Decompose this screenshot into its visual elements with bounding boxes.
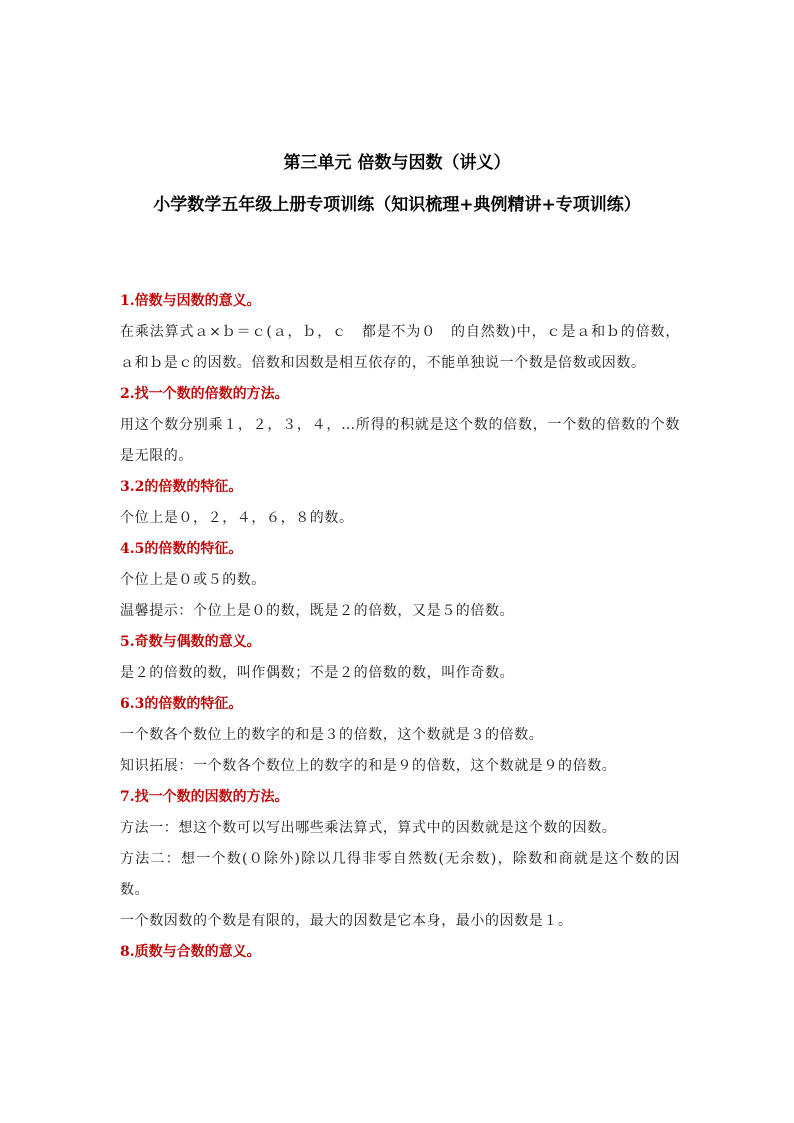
section-heading: 6.3的倍数的特征。	[120, 696, 243, 712]
section-heading: 2.找一个数的倍数的方法。	[120, 386, 289, 402]
section-paragraph: 个位上是０，２，４，６，８的数。	[120, 510, 354, 526]
tip-paragraph: 温馨提示：个位上是０的数，既是２的倍数，又是５的倍数。	[120, 603, 515, 619]
extension-paragraph: 知识拓展：一个数各个数位上的数字的和是９的倍数，这个数就是９的倍数。	[120, 758, 617, 774]
section-heading: 8.质数与合数的意义。	[120, 944, 261, 960]
section-heading: 4.5的倍数的特征。	[120, 541, 243, 557]
section-heading: 1.倍数与因数的意义。	[120, 293, 261, 309]
section-paragraph: 是２的倍数的数，叫作偶数；不是２的倍数的数，叫作奇数。	[120, 665, 515, 681]
section-paragraph: 在乘法算式ａ×ｂ＝ｃ(ａ，ｂ，ｃ 都是不为０ 的自然数)中，ｃ是ａ和ｂ的倍数，ａ和ｂ是ｃ的因数。倍数和因数是相互依存的，不能单独说一个数是倍数或因数。	[120, 324, 680, 371]
section-paragraph: 一个数因数的个数是有限的，最大的因数是它本身，最小的因数是１。	[120, 913, 573, 929]
document-body	[120, 286, 680, 968]
section-heading: 7.找一个数的因数的方法。	[120, 789, 289, 805]
section-heading: 5.奇数与偶数的意义。	[120, 634, 261, 650]
page-subtitle: 小学数学五年级上册专项训练（知识梳理+典例精讲+专项训练）	[153, 195, 641, 215]
method-one-paragraph: 方法一：想这个数可以写出哪些乘法算式，算式中的因数就是这个数的因数。	[120, 820, 617, 836]
section-heading: 3.2的倍数的特征。	[120, 479, 243, 495]
method-two-paragraph: 方法二：想一个数(０除外)除以几得非零自然数(无余数)，除数和商就是这个数的因数。	[120, 851, 680, 898]
section-paragraph: 一个数各个数位上的数字的和是３的倍数，这个数就是３的倍数。	[120, 727, 544, 743]
section-paragraph: 个位上是０或５的数。	[120, 572, 266, 588]
page-title: 第三单元 倍数与因数（讲义）	[283, 153, 511, 173]
section-paragraph: 用这个数分别乘１，２，３，４，…所得的积就是这个数的倍数，一个数的倍数的个数是无限的。	[120, 417, 680, 464]
